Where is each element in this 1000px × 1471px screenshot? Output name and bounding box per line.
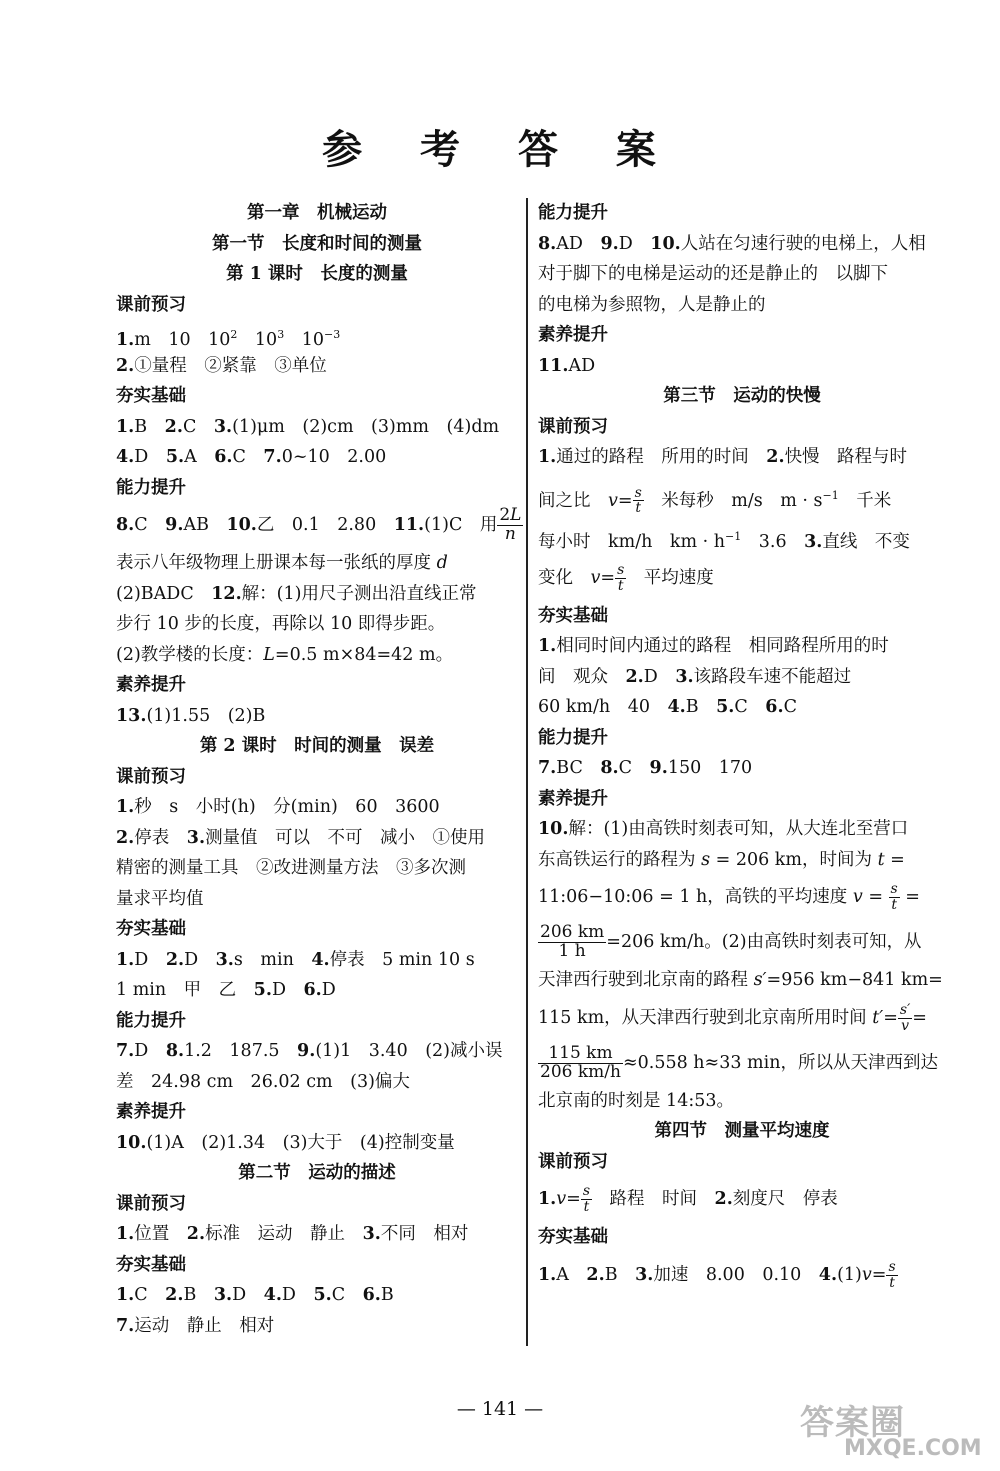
section-heading: 夯实基础 — [116, 386, 186, 406]
answer-line: 8.C 9.AB 10.乙 0.1 2.80 11.(1)C 用 $\frac{2L}{n}$ — [116, 505, 522, 544]
answer-line: (2)BADC 12.解：(1)用尺子测出沿直线正常 — [116, 583, 477, 604]
answer-line: 表示八年级物理上册课本每一张纸的厚度 d — [116, 553, 448, 573]
answer-line: 1.m 10 $10^2$ $10^3$ $10^{-3}$ — [116, 328, 341, 350]
answer-line: $\frac{115 km}{206 km/h}$ ≈0.558 h≈33 min，所以从天津西到达 — [540, 1042, 939, 1082]
section-heading: 夯实基础 — [116, 919, 186, 939]
answer-line: 60 km/h 40 4.B 5.C 6.C — [538, 697, 797, 717]
answer-line: $\frac{206 km}{1 h}$ =206 km/h。(2)由高铁时刻表可知，从 — [540, 922, 922, 961]
left-column — [116, 198, 522, 1341]
watermark-logo: 答案圈 — [800, 1403, 905, 1443]
section-heading: 素养提升 — [116, 1102, 186, 1122]
section-heading: 夯实基础 — [538, 1227, 608, 1247]
answer-line: 1.D 2.D 3.s min 4.停表 5 min 10 s — [116, 949, 475, 970]
answer-line: 1.秒 s 小时(h) 分(min) 60 3600 — [116, 797, 440, 817]
section-heading: 课前预习 — [116, 294, 186, 315]
answer-line: 东高铁运行的路程为 s = 206 km，时间为 t = — [538, 849, 905, 870]
answer-line: 1.位置 2.标准 运动 静止 3.不同 相对 — [116, 1224, 469, 1244]
chapter-heading: 第三节 运动的快慢 — [663, 386, 821, 406]
answer-line: 13.(1)1.55 (2)B — [116, 705, 266, 726]
answer-line: 1.相同时间内通过的路程 相同路程所用的时 — [538, 636, 889, 656]
answer-line: 115 km，从天津西行驶到北京南所用时间 t′= $\frac{s'}{v}$ = — [538, 1001, 927, 1034]
section-heading: 能力提升 — [116, 477, 186, 498]
answer-line: 2.停表 3.测量值 可以 不可 减小 ①使用 — [116, 827, 486, 848]
answer-line: 变化 v= $\frac{s}{t}$ 平均速度 — [538, 561, 714, 594]
answer-line: 1 min 甲 乙 5.D 6.D — [116, 980, 336, 1000]
section-heading: 素养提升 — [538, 788, 608, 809]
answer-line: 天津西行驶到北京南的路程 s′=956 km−841 km= — [538, 970, 943, 990]
answer-line: 1.v= $\frac{s}{t}$ 路程 时间 2.刻度尺 停表 — [538, 1183, 838, 1215]
section-heading: 能力提升 — [538, 727, 608, 748]
answer-line: 1.B 2.C 3.(1)μm (2)cm (3)mm (4)dm — [116, 416, 500, 437]
chapter-heading: 第一章 机械运动 — [247, 203, 387, 223]
answer-line: 对于脚下的电梯是运动的还是静止的 以脚下 — [538, 264, 888, 284]
answer-line: 精密的测量工具 ②改进测量方法 ③多次测 — [116, 858, 466, 878]
answer-line: 量求平均值 — [116, 888, 204, 909]
section-heading: 夯实基础 — [116, 1254, 186, 1275]
chapter-heading: 第二节 运动的描述 — [238, 1163, 396, 1183]
page-number: — 141 — — [456, 1398, 544, 1420]
answer-line: 4.D 5.A 6.C 7.0~10 2.00 — [116, 447, 387, 467]
answer-line: 2.①量程 ②紧靠 ③单位 — [116, 355, 327, 376]
column-divider — [526, 198, 528, 1346]
answer-line: 间之比 v= $\frac{s}{t}$ 米每秒 m/s $m \cdot s^{-1}$ 千米 — [538, 484, 892, 517]
answer-line: 1.A 2.B 3.加速 8.00 0.10 4.(1)v= $\frac{s}{t}$ — [538, 1258, 896, 1291]
answer-line: 差 24.98 cm 26.02 cm (3)偏大 — [116, 1071, 410, 1092]
section-heading: 课前预习 — [538, 416, 608, 437]
section-heading: 素养提升 — [116, 675, 186, 695]
chapter-heading: 第 2 课时 时间的测量 误差 — [199, 736, 435, 756]
answer-line: (2)教学楼的长度：L=0.5 m×84=42 m。 — [116, 644, 454, 665]
chapter-heading: 第 1 课时 长度的测量 — [226, 264, 408, 284]
section-heading: 能力提升 — [538, 203, 608, 223]
answer-line: 1.C 2.B 3.D 4.D 5.C 6.B — [116, 1285, 394, 1305]
answer-line: 11:06−10:06 = 1 h，高铁的平均速度 v = $\frac{s}{t}$ = — [538, 881, 920, 913]
right-column — [538, 198, 946, 1298]
section-heading: 能力提升 — [116, 1010, 186, 1031]
watermark-url: MXQE.COM — [844, 1436, 982, 1461]
section-heading: 素养提升 — [538, 325, 608, 345]
answer-line: 间 观众 2.D 3.该路段车速不能超过 — [538, 666, 852, 687]
answer-line: 步行 10 步的长度，再除以 10 即得步距。 — [116, 614, 446, 634]
section-heading: 课前预习 — [116, 766, 186, 787]
answer-line: 每小时 km/h km · $h^{-1}$ 3.6 3.直线 不变 — [538, 529, 910, 552]
answer-line: 北京南的时刻是 14:53。 — [538, 1090, 734, 1111]
answer-line: 的电梯为参照物，人是静止的 — [538, 294, 766, 315]
answer-line: 8.AD 9.D 10.人站在匀速行驶的电梯上，人相 — [538, 233, 926, 254]
section-heading: 夯实基础 — [538, 605, 608, 626]
chapter-heading: 第四节 测量平均速度 — [654, 1121, 830, 1141]
section-heading: 课前预习 — [116, 1193, 186, 1214]
answer-line: 10.(1)A (2)1.34 (3)大于 (4)控制变量 — [116, 1132, 455, 1153]
answer-line: 10.解：(1)由高铁时刻表可知，从大连北至营口 — [538, 819, 909, 839]
answer-line: 11.AD — [538, 355, 596, 376]
page-title: 参 考 答 案 — [322, 126, 678, 173]
answer-line: 7.运动 静止 相对 — [116, 1315, 275, 1336]
answer-line: 1.通过的路程 所用的时间 2.快慢 路程与时 — [538, 447, 908, 467]
answer-line: 7.D 8.1.2 187.5 9.(1)1 3.40 (2)减小误 — [116, 1041, 503, 1061]
answer-line: 7.BC 8.C 9.150 170 — [538, 758, 753, 778]
chapter-heading: 第一节 长度和时间的测量 — [212, 233, 422, 254]
section-heading: 课前预习 — [538, 1151, 608, 1172]
